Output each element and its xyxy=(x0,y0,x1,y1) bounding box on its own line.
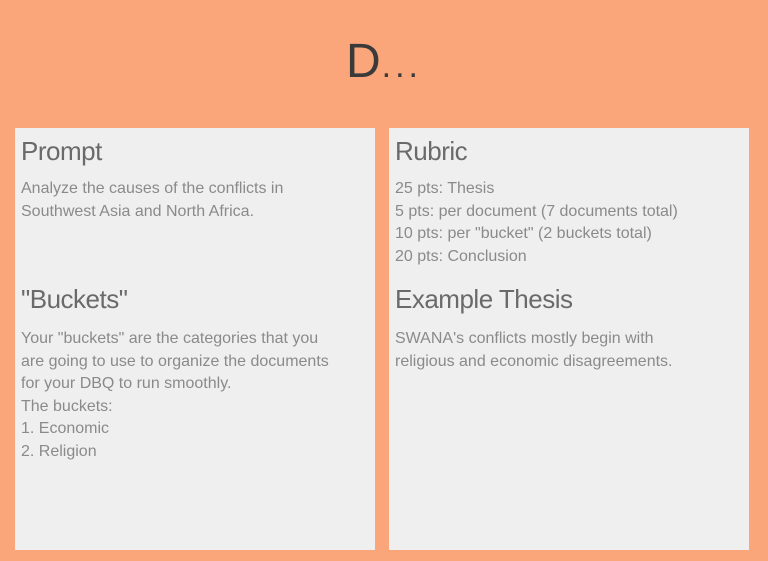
rubric-heading: Rubric xyxy=(395,136,468,166)
example-line: SWANA's conflicts mostly begin with xyxy=(395,330,654,347)
example-line: religious and economic disagreements. xyxy=(395,352,673,370)
prompt-text xyxy=(21,178,369,223)
slide-title xyxy=(0,34,768,89)
rubric-text xyxy=(395,178,743,268)
slide-title-letter: D xyxy=(345,35,382,88)
rubric-line: 10 pts: per "bucket" (2 buckets total) xyxy=(395,225,652,242)
buckets-line: 2. Religion xyxy=(21,442,97,460)
prompt-line: Southwest Asia and North Africa. xyxy=(21,202,255,220)
buckets-line: The buckets: xyxy=(21,397,113,415)
buckets-heading: "Buckets" xyxy=(21,284,128,314)
buckets-text xyxy=(21,328,369,463)
prompt-line: Analyze the causes of the conflicts in xyxy=(21,180,284,197)
buckets-line: for your DBQ to run smoothly. xyxy=(21,375,232,392)
rubric-line: 25 pts: Thesis xyxy=(395,180,495,197)
buckets-line: are going to use to organize the documents xyxy=(21,352,329,370)
rubric-line: 5 pts: per document (7 documents total) xyxy=(395,202,678,220)
right-panel xyxy=(389,128,749,550)
prompt-heading: Prompt xyxy=(21,136,102,166)
example-thesis-text xyxy=(395,328,743,373)
buckets-line: Your "buckets" are the categories that you xyxy=(21,330,319,347)
rubric-line: 20 pts: Conclusion xyxy=(395,247,527,265)
slide-title-dots: ... xyxy=(381,47,422,85)
example-thesis-heading: Example Thesis xyxy=(395,284,573,314)
left-panel xyxy=(15,128,375,550)
buckets-line: 1. Economic xyxy=(21,420,110,437)
